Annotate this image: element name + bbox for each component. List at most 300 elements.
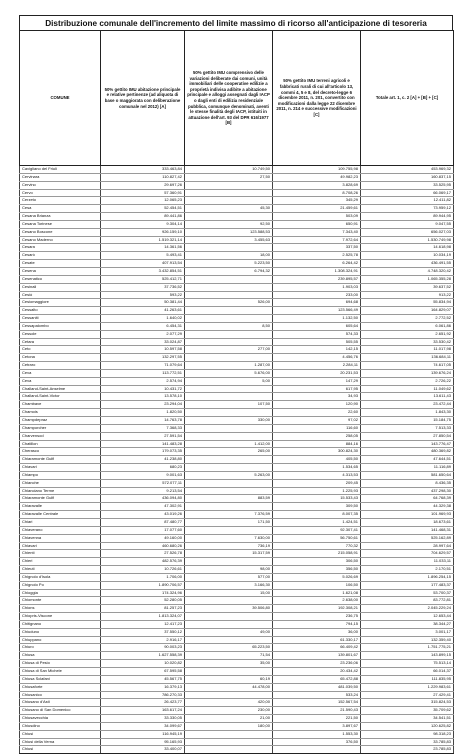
table-row [20, 189, 454, 197]
amount-cell: 6.454,31 [101, 322, 185, 330]
amount-cell [185, 307, 273, 315]
comune-name: Chiusi [20, 746, 101, 754]
amount-cell: 89.441,86 [101, 213, 185, 221]
amount-cell: 1.225,93 [273, 487, 361, 495]
table-row [20, 620, 454, 628]
amount-cell [185, 620, 273, 628]
comune-name: Chiusa di San Michele [20, 668, 101, 676]
amount-cell: 6.264,42 [273, 260, 361, 268]
amount-cell [185, 456, 273, 464]
comune-name: Chiuro [20, 644, 101, 652]
amount-cell: 15.317,59 [185, 550, 273, 558]
comune-name: Chiaramonte Gulfi [20, 456, 101, 464]
comune-name: Chieri [20, 558, 101, 566]
amount-cell: 143.776,47 [361, 440, 454, 448]
amount-cell: 16.379,13 [101, 683, 185, 691]
table-row [20, 668, 454, 676]
comune-name: Chiuduno [20, 628, 101, 636]
amount-cell: 89.944,95 [361, 213, 454, 221]
amount-cell: 20.231,53 [273, 369, 361, 377]
comune-name: Chiaravalle Centrale [20, 511, 101, 519]
comune-name: Chiusa [20, 652, 101, 660]
amount-cell: 8.007,35 [273, 511, 361, 519]
amount-cell: 101.969,93 [361, 511, 454, 519]
amount-cell: 60,19 [185, 675, 273, 683]
amount-cell: 2.574,94 [101, 377, 185, 385]
amount-cell [185, 409, 273, 417]
amount-cell: 141.483,28 [101, 440, 185, 448]
comune-name: Chignolo d'Isola [20, 573, 101, 581]
amount-cell: 39.637,52 [361, 283, 454, 291]
amount-cell: 1.896.254,15 [361, 573, 454, 581]
amount-cell: 21.590,43 [273, 707, 361, 715]
amount-cell: 215.058,91 [273, 550, 361, 558]
amount-cell: 7.343,40 [273, 228, 361, 236]
amount-cell: 3.455,63 [185, 236, 273, 244]
amount-cell: 113.772,51 [101, 369, 185, 377]
amount-cell: 1.229.983,61 [361, 683, 454, 691]
table-row [20, 330, 454, 338]
comune-name: Ceva [20, 377, 101, 385]
amount-cell: 8,50 [185, 322, 273, 330]
amount-cell: 884,16 [273, 440, 361, 448]
amount-cell: 139.676,24 [361, 369, 454, 377]
amount-cell: 4.456,76 [273, 354, 361, 362]
amount-cell: 22,60 [273, 409, 361, 417]
amount-cell: 8.436,35 [361, 479, 454, 487]
amount-cell: 460.680,26 [101, 542, 185, 550]
comune-name: Charvensod [20, 432, 101, 440]
amount-cell: 525.162,89 [361, 534, 454, 542]
amount-cell [185, 275, 273, 283]
amount-cell: 110.827,42 [101, 173, 185, 181]
amount-cell: 33.330,05 [101, 715, 185, 723]
comune-name: Chamois [20, 409, 101, 417]
comune-name: Cesate [20, 260, 101, 268]
comune-name: Chiaravalle [20, 503, 101, 511]
amount-cell: 35.709,62 [361, 707, 454, 715]
comune-name: Cesenatico [20, 275, 101, 283]
amount-cell: 4.748.320,42 [361, 267, 454, 275]
amount-cell: 17.077,60 [101, 526, 185, 534]
amount-cell: 21,00 [185, 715, 273, 723]
amount-cell: 2.045.229,24 [361, 605, 454, 613]
amount-cell: 33.400,07 [101, 746, 185, 754]
table-row [20, 267, 454, 275]
comune-name: Chiomonte [20, 597, 101, 605]
comune-name: Chiampo [20, 471, 101, 479]
amount-cell: 5.493,41 [101, 252, 185, 260]
amount-cell: 83.772,81 [361, 597, 454, 605]
comune-name: Champdepraz [20, 417, 101, 425]
amount-cell: 142,15 [273, 346, 361, 354]
amount-cell: 163.617,24 [101, 707, 185, 715]
table-row [20, 456, 454, 464]
table-row [20, 628, 454, 636]
amount-cell: 1.813.324,07 [101, 613, 185, 621]
comune-name: Cessapalombo [20, 322, 101, 330]
amount-cell: 47.302,91 [101, 503, 185, 511]
comune-name: Chitignano [20, 620, 101, 628]
amount-cell: 277,00 [185, 346, 273, 354]
comune-name: Chiavari [20, 542, 101, 550]
amount-cell: 2.726,22 [361, 377, 454, 385]
amount-cell: 2.638,00 [273, 597, 361, 605]
comune-name: Cesara [20, 244, 101, 252]
comune-name: Chiusanico [20, 691, 101, 699]
comune-name: Cesano Boscone [20, 228, 101, 236]
amount-cell: 1.640,02 [101, 315, 185, 323]
amount-cell: 436.094,80 [101, 495, 185, 503]
amount-cell: 794,15 [273, 620, 361, 628]
amount-cell: 503,09 [273, 213, 361, 221]
amount-cell: 9.304,14 [101, 220, 185, 228]
comune-name: Chignolo Po [20, 581, 101, 589]
comune-name: Cherasco [20, 448, 101, 456]
amount-cell: 180,00 [185, 722, 273, 730]
amount-cell [185, 213, 273, 221]
amount-cell [185, 189, 273, 197]
amount-cell: 71.079,64 [101, 362, 185, 370]
table-row [20, 550, 454, 558]
amount-cell: 1.890.706,57 [101, 581, 185, 589]
amount-cell: 164.829,07 [361, 307, 454, 315]
amount-cell: 33.024,87 [101, 338, 185, 346]
amount-cell: 28.997,64 [361, 542, 454, 550]
table-row [20, 166, 454, 174]
amount-cell: 1.412,00 [185, 440, 273, 448]
amount-cell: 116,60 [273, 424, 361, 432]
amount-cell: 8.708,26 [273, 189, 361, 197]
amount-cell: 41.263,61 [101, 307, 185, 315]
amount-cell: 116.945,19 [101, 730, 185, 738]
amount-cell: 95.165,93 [101, 738, 185, 746]
table-row [20, 746, 454, 754]
amount-cell: 704.629,57 [361, 550, 454, 558]
amount-cell: 13.611,43 [361, 393, 454, 401]
amount-cell: 61.330,17 [273, 636, 361, 644]
comune-name: Chiusa Sclafani [20, 675, 101, 683]
amount-cell: 221,50 [273, 715, 361, 723]
table-row [20, 518, 454, 526]
header-col-b: 50% gettito IMU comprensivo delle variazioni deliberate dai comuni, unità immobiliari delle cooperative edilizie a proprietà indivisa adibite a abitazione principale e alloggi assegnati dagli IACP o dagli enti di edilizia residenziale pubblica, comunque denominati, aventi le stesse finalità degli IACP, istituiti in attuazione dell'art. 93 del DPR 616/1977 [B] [185, 31, 273, 166]
table-row [20, 377, 454, 385]
amount-cell: 27.429,41 [361, 691, 454, 699]
table-row [20, 346, 454, 354]
comune-name: Chioggia [20, 589, 101, 597]
amount-cell: 480.369,82 [361, 448, 454, 456]
comune-name: Cervino [20, 181, 101, 189]
amount-cell: 21.459,61 [273, 205, 361, 213]
amount-cell: 67.595,58 [101, 668, 185, 676]
amount-cell: 56.750,61 [273, 534, 361, 542]
amount-cell: 2.651,92 [361, 330, 454, 338]
amount-cell: 650,91 [273, 220, 361, 228]
amount-cell: 53.700,37 [361, 589, 454, 597]
amount-cell: 1.519.321,14 [101, 236, 185, 244]
document-title: Distribuzione comunale dell'incremento del limite massimo di ricorso all'anticipazione di tesoreria [19, 15, 453, 31]
amount-cell: 120.625,82 [361, 722, 454, 730]
amount-cell: 572.077,11 [101, 479, 185, 487]
comune-name: Cervinara [20, 173, 101, 181]
amount-cell: 376,50 [273, 738, 361, 746]
comune-name: Chiopris-Viscone [20, 613, 101, 621]
table-row [20, 487, 454, 495]
amount-cell: 3.432.854,51 [101, 267, 185, 275]
comune-name: Ceva [20, 369, 101, 377]
amount-cell: 581.650,64 [361, 471, 454, 479]
table-row [20, 181, 454, 189]
amount-cell: 300.824,30 [273, 448, 361, 456]
amount-cell: 356,50 [273, 566, 361, 574]
amount-cell: 23.785,83 [361, 746, 454, 754]
amount-cell [185, 636, 273, 644]
amount-cell: 97,02 [273, 417, 361, 425]
allocation-table [19, 30, 454, 754]
amount-cell: 12.411,82 [361, 197, 454, 205]
comune-name: Chienti [20, 550, 101, 558]
amount-cell: 7.630,00 [185, 534, 273, 542]
amount-cell: 41.238,80 [101, 456, 185, 464]
amount-cell: 3.166,30 [185, 581, 273, 589]
amount-cell: 132.359,40 [361, 636, 454, 644]
amount-cell: 525.412,71 [101, 275, 185, 283]
table-row [20, 291, 454, 299]
amount-cell [185, 526, 273, 534]
amount-cell: 605,64 [273, 322, 361, 330]
table-row [20, 581, 454, 589]
comune-name: Chiavari [20, 464, 101, 472]
amount-cell: 111.835,95 [361, 675, 454, 683]
amount-cell: 50.381,44 [101, 299, 185, 307]
amount-cell: 143.899,15 [361, 652, 454, 660]
table-row [20, 534, 454, 542]
amount-cell: 64.768,39 [361, 495, 454, 503]
amount-cell: 71,54 [185, 652, 273, 660]
amount-cell: 770,32 [273, 542, 361, 550]
comune-name: Cesinali [20, 283, 101, 291]
comune-name: Cetraro [20, 362, 101, 370]
amount-cell: 36,00 [273, 628, 361, 636]
amount-cell: 5.223,50 [185, 260, 273, 268]
amount-cell: 5.026,69 [273, 573, 361, 581]
amount-cell: 10.749,50 [185, 166, 273, 174]
amount-cell [185, 291, 273, 299]
amount-cell: 11.017,98 [361, 346, 454, 354]
amount-cell: 7.368,33 [101, 424, 185, 432]
amount-cell [185, 181, 273, 189]
amount-cell: 139.801,67 [273, 652, 361, 660]
comune-name: Cesano Maderno [20, 236, 101, 244]
comune-name: Cessalto [20, 307, 101, 315]
comune-name: Chiusi della Verna [20, 738, 101, 746]
amount-cell: 482.576,39 [101, 558, 185, 566]
amount-cell: 10.020,82 [101, 660, 185, 668]
amount-cell: 15.533,43 [273, 495, 361, 503]
amount-cell: 34,93 [273, 393, 361, 401]
amount-cell: 73.959,12 [361, 205, 454, 213]
amount-cell: 883,59 [185, 495, 273, 503]
comune-name: Cesana Torinese [20, 220, 101, 228]
table-row [20, 409, 454, 417]
amount-cell: 236,75 [273, 613, 361, 621]
amount-cell: 2.077,29 [101, 330, 185, 338]
amount-cell: 15.184,75 [361, 417, 454, 425]
amount-cell: 39.506,80 [185, 605, 273, 613]
amount-cell [185, 730, 273, 738]
amount-cell: 1.820,50 [101, 409, 185, 417]
amount-cell: 98,00 [185, 566, 273, 574]
amount-cell: 13.578,10 [101, 393, 185, 401]
table-row [20, 605, 454, 613]
table-row [20, 275, 454, 283]
table-body [20, 166, 454, 754]
amount-cell: 10.726,61 [101, 566, 185, 574]
comune-name: Cerzeto [20, 197, 101, 205]
amount-cell: 179.073,35 [101, 448, 185, 456]
amount-cell: 123.566,49 [273, 307, 361, 315]
amount-cell: 37.550,12 [101, 628, 185, 636]
comune-name: Cesana Brianza [20, 213, 101, 221]
amount-cell: 7.513,33 [361, 424, 454, 432]
amount-cell: 12.065,23 [101, 197, 185, 205]
amount-cell: 2.525,78 [273, 252, 361, 260]
amount-cell: 1.627.558,39 [101, 652, 185, 660]
amount-cell: 33.785,83 [361, 738, 454, 746]
amount-cell [185, 338, 273, 346]
amount-cell: 3.001,17 [361, 628, 454, 636]
table-row [20, 503, 454, 511]
header-total: Totale art. 1, c. 2 [A] + [B] + [C] [361, 31, 454, 166]
amount-cell: 337,50 [273, 244, 361, 252]
amount-cell: 1.751.775,21 [361, 644, 454, 652]
comune-name: Challand-Saint-Victor [20, 393, 101, 401]
comune-name: Chambave [20, 401, 101, 409]
comune-name: Chieuti [20, 566, 101, 574]
amount-cell: 9.047,55 [361, 220, 454, 228]
amount-cell: 123.588,53 [185, 228, 273, 236]
table-row [20, 738, 454, 746]
amount-cell: 209,45 [273, 479, 361, 487]
amount-cell: 47.644,51 [361, 456, 454, 464]
amount-cell [185, 691, 273, 699]
amount-cell: 10.597,58 [101, 346, 185, 354]
amount-cell: 453.969,32 [361, 166, 454, 174]
comune-name: Chiusdino [20, 722, 101, 730]
amount-cell: 120,90 [273, 401, 361, 409]
amount-cell: 14.361,56 [101, 244, 185, 252]
amount-cell: 420,00 [185, 699, 273, 707]
amount-cell [185, 503, 273, 511]
amount-cell: 5.263,00 [185, 471, 273, 479]
comune-name: Chiuppano [20, 636, 101, 644]
amount-cell: 1.065.355,28 [361, 275, 454, 283]
amount-cell [185, 354, 273, 362]
amount-cell: 1.132,50 [273, 315, 361, 323]
amount-cell: 330,00 [185, 417, 273, 425]
table-row [20, 338, 454, 346]
amount-cell: 66.014,37 [361, 668, 454, 676]
amount-cell: 913,22 [361, 291, 454, 299]
amount-cell: 309,50 [273, 503, 361, 511]
amount-cell [185, 746, 273, 754]
amount-cell: 87.480,77 [101, 518, 185, 526]
comune-name: Chiavenna [20, 534, 101, 542]
amount-cell: 577,00 [185, 573, 273, 581]
table-row [20, 660, 454, 668]
amount-cell: 617,95 [273, 385, 361, 393]
amount-cell: 1.287,00 [185, 362, 273, 370]
table-row [20, 236, 454, 244]
amount-cell: 57.360,91 [101, 189, 185, 197]
amount-cell: 2.170,51 [361, 566, 454, 574]
amount-cell: 38.344,27 [361, 620, 454, 628]
table-row [20, 448, 454, 456]
table-row [20, 432, 454, 440]
amount-cell: 315.824,53 [361, 699, 454, 707]
amount-cell [185, 597, 273, 605]
comune-name: Chiaverano [20, 526, 101, 534]
amount-cell [185, 424, 273, 432]
comune-name: Cesiomaggiore [20, 299, 101, 307]
amount-cell: 680,23 [101, 464, 185, 472]
amount-cell [185, 393, 273, 401]
amount-cell: 2.772,52 [361, 315, 454, 323]
table-row [20, 471, 454, 479]
comune-name: Cessaniti [20, 315, 101, 323]
amount-cell: 29.697,26 [101, 181, 185, 189]
comune-name: Chiusi [20, 730, 101, 738]
table-row [20, 722, 454, 730]
table-row [20, 283, 454, 291]
table-row [20, 573, 454, 581]
table-row [20, 566, 454, 574]
amount-cell: 27.526,78 [101, 550, 185, 558]
table-row [20, 542, 454, 550]
amount-cell: 10.431,72 [101, 385, 185, 393]
amount-cell: 1.308.324,91 [273, 267, 361, 275]
table-row [20, 393, 454, 401]
amount-cell: 23.294,04 [101, 401, 185, 409]
amount-cell: 1.534,65 [273, 464, 361, 472]
amount-cell: 81.257,23 [101, 605, 185, 613]
amount-cell: 4.313,53 [273, 471, 361, 479]
amount-cell: 109.755,98 [273, 166, 361, 174]
table-row [20, 260, 454, 268]
amount-cell [185, 487, 273, 495]
comune-name: Chatillon [20, 440, 101, 448]
table-row [20, 354, 454, 362]
amount-cell: 2.284,11 [273, 362, 361, 370]
amount-cell [185, 330, 273, 338]
amount-cell: 1.424,51 [273, 518, 361, 526]
amount-cell: 2.916,17 [101, 636, 185, 644]
table-row [20, 730, 454, 738]
amount-cell: 55.834,94 [361, 299, 454, 307]
comune-name: Cervo [20, 189, 101, 197]
comune-name: Challand-Saint-Anselme [20, 385, 101, 393]
amount-cell: 574,33 [273, 330, 361, 338]
comune-name: Cesa [20, 205, 101, 213]
header-col-c: 50% gettito IMU terreni agricoli e fabbricati rurali di cui all'articolo 13, commi 4, 5 e 8, del decreto-legge 6 dicembre 2011, n. 201, convertito con modificazioni dalla legge 22 dicembre 2011, n. 214 e successive modificazioni [C] [273, 31, 361, 166]
amount-cell: 3.897,67 [273, 722, 361, 730]
amount-cell: 7.376,59 [185, 511, 273, 519]
amount-cell: 27.850,54 [361, 432, 454, 440]
amount-cell: 1.553,30 [273, 730, 361, 738]
comune-name: Chiusaforte [20, 683, 101, 691]
amount-cell: 1.903,03 [273, 283, 361, 291]
amount-cell: 49.982,23 [273, 173, 361, 181]
